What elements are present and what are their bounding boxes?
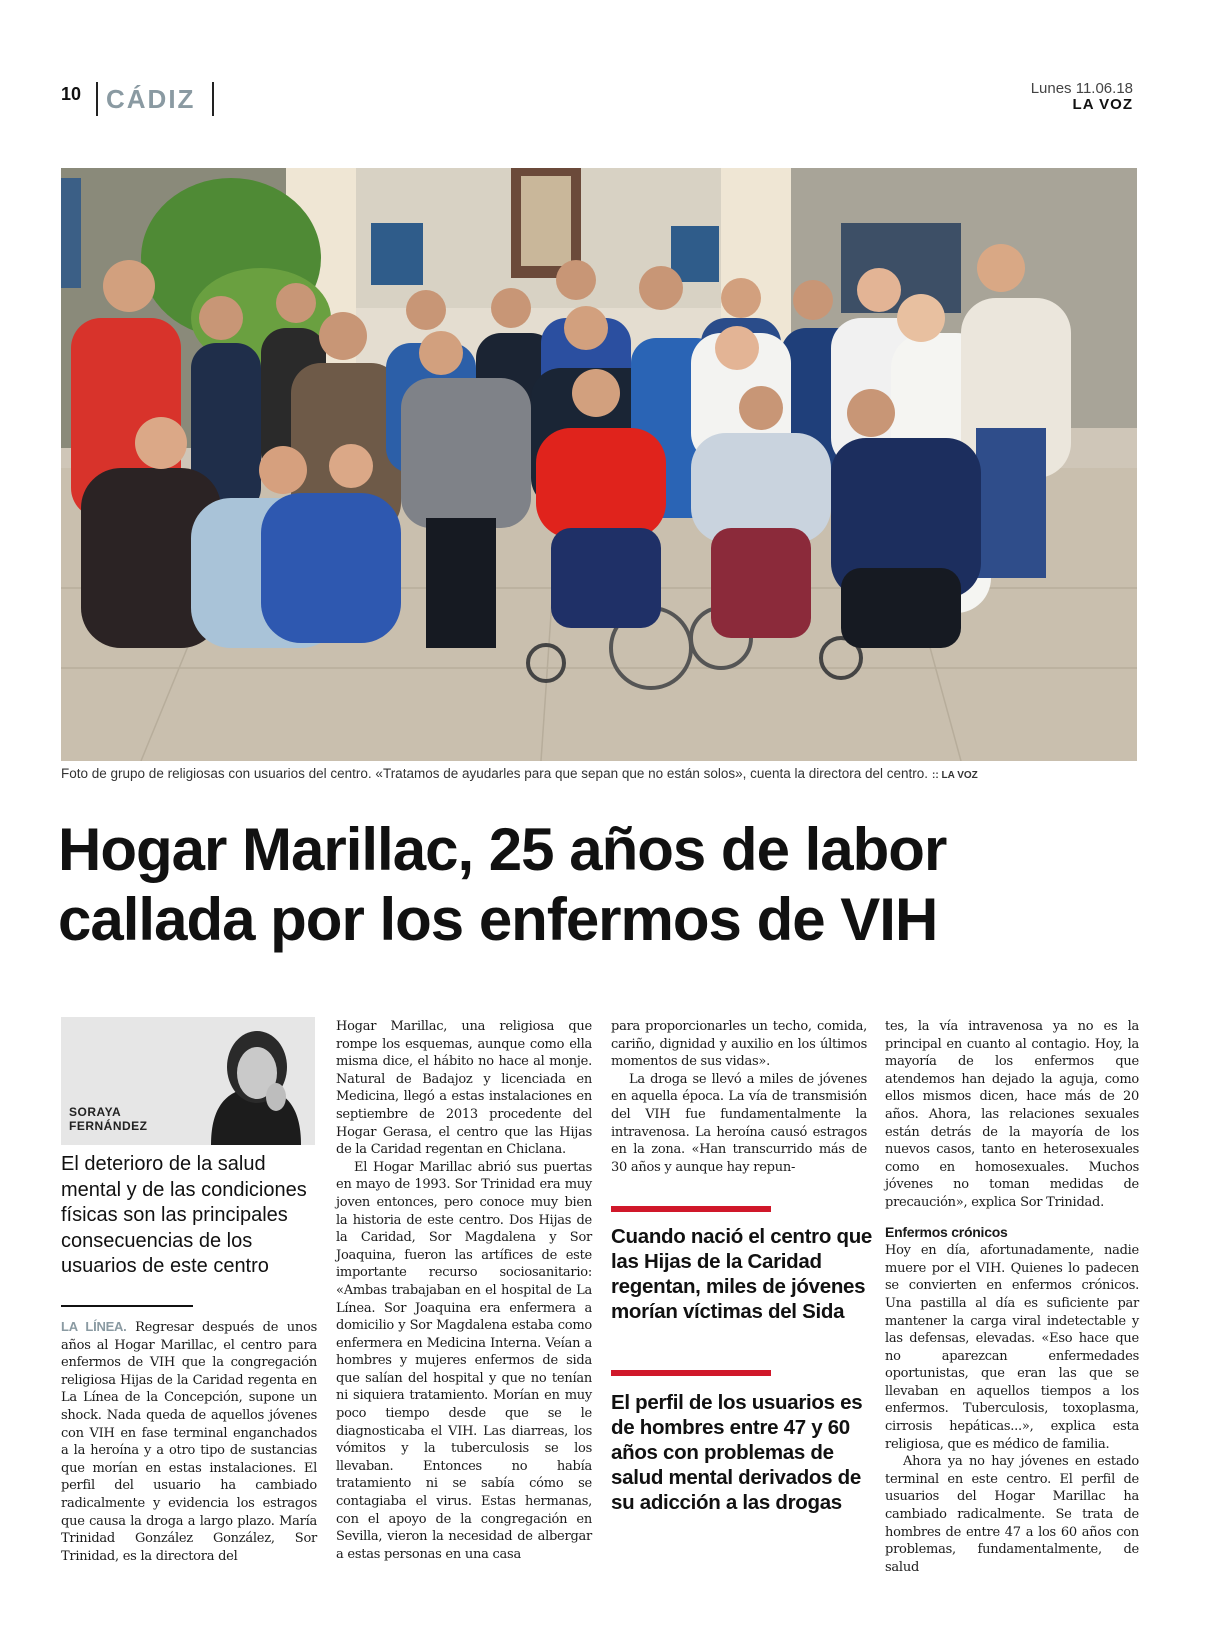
paragraph: La droga se llevó a miles de jóvenes en aquella época. La vía de transmisión del VIH fue fundamentalmente la intravenosa. La heroína causó estragos en la zona. «Han transcurrido más de 30 años y aunque hay repun- <box>611 1071 867 1175</box>
article-column-3 <box>611 1018 867 1176</box>
publication-date: Lunes 11.06.18 <box>1030 80 1133 97</box>
section-name: CÁDIZ <box>106 84 196 114</box>
headline-line-1: Hogar Marillac, 25 años de labor <box>58 816 947 883</box>
author-box <box>61 1017 315 1145</box>
photo-caption <box>61 766 1141 781</box>
paragraph: Ahora ya no hay jóvenes en estado terminal en este centro. El perfil de usuarios del Hogar Marillac ha cambiado radicalmente. Se trata de hombres de entre 47 a los 60 años con problemas, fundamentalmente, de salud <box>885 1454 1139 1575</box>
paragraph-text: Regresar después de unos años al Hogar Marillac, el centro para enfermos de VIH que la congregación religiosa Hijas de la Caridad regenta en La Línea de la Concepción, supone un shock. Nada queda de aquellos jóvenes con VIH en fase terminal enganchados a la heroína y a otro tipo de sustancias que morían en estas instalaciones. El perfil del usuario ha cambiado radicalmente y evidencia los estragos que causa la droga a largo plazo. María Trinidad González González, Sor Trinidad, es la directora del <box>61 1320 317 1564</box>
author-last-name: FERNÁNDEZ <box>69 1119 148 1133</box>
paragraph: para proporcionarles un techo, comida, cariño, dignidad y auxilio en los últimos momentos de sus vidas». <box>611 1019 867 1070</box>
pullquote-2: El perfil de los usuarios es de hombres entre 47 y 60 años con problemas de salud mental derivados de su adicción a las drogas <box>611 1391 863 1514</box>
pullquote-rule <box>611 1370 771 1376</box>
caption-text: Foto de grupo de religiosas con usuarios del centro. «Tratamos de ayudarles para que sepan que no están solos», cuenta la directora del centro. <box>61 766 929 781</box>
article-column-4 <box>885 1018 1139 1576</box>
dateline-location: LA LÍNEA. <box>61 1319 127 1334</box>
lead-underline <box>61 1305 193 1307</box>
author-first-name: SORAYA <box>69 1105 122 1119</box>
author-name <box>69 1105 148 1133</box>
subheading: Enfermos crónicos <box>885 1223 1008 1240</box>
paragraph: Hoy en día, afortunadamente, nadie muere por el VIH. Quienes lo padecen se convierten en enfermos crónicos. Una pastilla al día es suficiente par mantener la carga viral indetectable y las defensas, elevadas. «Eso hace que no aparezcan enfermedades oportunistas, que eran las que se llevaban en aquellos tiempos a los enfermos. Tuberculosis, toxoplasma, cirrosis hepáticas...», explica esta religiosa, que es médico de familia. <box>885 1243 1139 1452</box>
article-column-1 <box>61 1318 317 1565</box>
header-divider <box>212 82 214 116</box>
header-divider <box>96 82 98 116</box>
page-number: 10 <box>61 84 82 104</box>
headline-line-2: callada por los enfermos de VIH <box>58 886 938 953</box>
paragraph: tes, la vía intravenosa ya no es la principal en cuanto al contagio. Hoy, la mayoría de los enfermos que atendemos han dejado la aguja, como ellos mismos dicen, hace más de 20 años. Ahora, las relaciones sexuales están detrás de la mayoría de los nuevos casos, tanto en heterosexuales como en homosexuales. Muchos jóvenes no toman medidas de precaución», explica Sor Trinidad. <box>885 1019 1139 1210</box>
headline <box>58 815 1058 955</box>
pullquote-rule <box>611 1206 771 1212</box>
paragraph <box>61 1318 317 1565</box>
paragraph: Hogar Marillac, una religiosa que rompe los esquemas, aunque como ella misma dice, el hábito no hace al monje. Natural de Badajoz y licenciada en Medicina, llegó a estas instalaciones en septiembre de 2013 procedente del Hogar Gerasa, el centro que las Hijas de la Caridad regentan en Chiclana. <box>336 1019 592 1158</box>
group-photo <box>61 168 1137 761</box>
pullquote-1: Cuando nació el centro que las Hijas de la Caridad regentan, miles de jóvenes morían víctimas del Sida <box>611 1225 873 1323</box>
photo-credit: :: LA VOZ <box>932 770 978 781</box>
newspaper-name: LA VOZ <box>1072 96 1133 113</box>
article-lead: El deterioro de la salud mental y de las condiciones físicas son las principales consecuencias de los usuarios de este centro <box>61 1153 307 1277</box>
article-column-2 <box>336 1018 592 1563</box>
paragraph: El Hogar Marillac abrió sus puertas en mayo de 1993. Sor Trinidad era muy joven entonces, pero conoce muy bien la historia de este centro. Dos Hijas de la Caridad, Sor Magdalena y Sor Joaquina, fueron las artífices de este importante recurso sociosanitario: «Ambas trabajaban en el hospital de La Línea. Sor Joaquina era enfermera a domicilio y Sor Magdalena estaba como enfermera en Medicina Interna. Veían a hombres y mujeres enfermos de sida que salían del hospital y que no tenían ni siquiera tratamiento. Morían en muy poco tiempo desde que se le diagnosticaba el VIH. Las diarreas, los vómitos y la tuberculosis se los llevaban. Entonces no había tratamiento ni se sabía cómo se contagiaba el virus. Estas hermanas, con el apoyo de la congregación en Sevilla, vieron la necesidad de albergar a estas personas en una casa <box>336 1159 592 1562</box>
